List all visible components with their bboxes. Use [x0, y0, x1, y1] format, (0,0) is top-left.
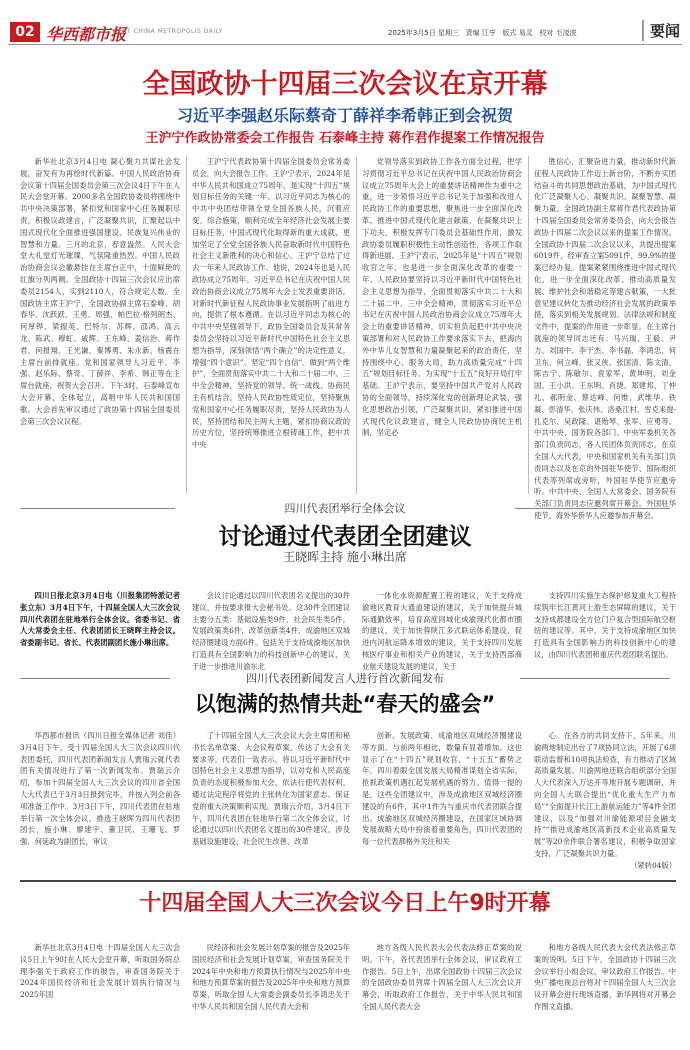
- story3-column-1: [20, 730, 180, 872]
- story2-column-1: [20, 590, 180, 662]
- story3-kicker: 四川代表团新闻发言人进行首次新闻发布: [246, 672, 444, 685]
- story2-text-4: 支持四川实施生态保护修复重大工程持续筑牢长江黄河上游生态屏障的建议，关于支持成都建设全方位门户复合型国际航空枢纽的建议等。其中，关于支持成渝地区加快打造具有全国影响力的科技创新中心的建议，由四川代表团和重庆代表团联名提出。: [534, 591, 676, 659]
- story3-text-3: 创新、发展政策、成渝地区双城经济圈建设等方面。与前两年相比，数量有显著增加。这也显示了在“十四五”规划收官、“十五五”蓄势之年，四川着眼全国发展大局精准谋划全省实际，抢抓政策机遇扛起发展机遇的努力。值得一提的是，这些全团建议中，涉及成渝地区双城经济圈建设的有6件，其中1件为与重庆市代表团联合提出。成渝地区双城经济圈建设，在国家区域协调发展战略大局中扮演着重要角色，四川代表团的每一位代表都格外关注和关: [362, 731, 522, 847]
- story2-column-3: [362, 590, 522, 671]
- story3-column-3: [362, 730, 522, 872]
- story2-subhead: 王晓晖主持 施小琳出席: [283, 550, 407, 564]
- story2-text-1: 四川日报北京3月4日电（川报集团特派记者 张立东）3月4日下午，十四届全国人大三次会议四川代表团在驻地举行全体会议。省委书记、省人大常委会主任、代表团团长王晓晖主持会议。省委副书记、省长、代表团副团长施小琳出席。: [20, 591, 180, 648]
- paper-english-name: WEST CHINA METROPOLIS DAILY: [112, 28, 223, 35]
- story1-text-2: 王沪宁代表政协第十四届全国委员会常务委员会，向大会报告工作。王沪宁表示，2024年是中华人民共和国成立75周年，是实现“十四五”规划目标任务的关键一年。以习近平同志为核心的中共中央团结带领全党全国各族人民，沉着应变、综合施策，顺利完成全年经济社会发展主要目标任务，中国式现代化取得新的重大成就，更加坚定了全党全国各族人民奋取新时代中国特色社会主义新胜利的决心和信心。王沪宁总结了过去一年来人民政协工作。他说，2024年也是人民政协成立75周年。习近平总书记在庆祝中国人民政治协商会议成立75周年大会上发表重要讲话，对新时代新征程人民政协事业发展指明了前进方向，提供了根本遵循。在以习近平同志为核心的中共中央坚强领导下，政协全国委员会及其常务委员会坚持以习近平新时代中国特色社会主义思想为指导，深刻领悟“两个确立”的决定性意义，增强“四个意识”、坚定“四个自信”、做到“两个维护”，全面贯彻落实中共二十大和二十届二中、三中全会精神，坚持党的领导、统一战线、协商民主有机结合，坚持人民政协性质定位，坚持聚焦党和国家中心任务履职尽责，坚持人民政协为人民，坚持团结和民主两大主题，紧扣协商议政的历史方位，坚持统筹推进立根铸魂工作，把中共中央: [192, 157, 350, 450]
- story4-column-1: [20, 942, 180, 1038]
- story3-byline: （紧转04版）: [630, 861, 676, 870]
- story3-text-2: 了十四届全国人大三次会议大会主席团和秘书长名单草案、大会议程草案，传达了大会有关要求等。代表们一致表示，将以习近平新时代中国特色社会主义思想为指导，以对党和人民高度负责的态度积极参加大会，依法行使代表权利，通过法定程序将党的主张转化为国家意志、保证党的重大决策顺利实现。贾瑞云介绍，3月4日下午，四川代表团在驻地举行第二次全体会议，讨论通过以四川代表团名义提出的30件建议，涉及基础设施建设、社会民生改善、改革: [192, 731, 350, 847]
- story2-text-2: 会议讨论通过以四川代表团名义提出的30件建议，并按要求报大会秘书处。这30件全团建议主要分五类：基础设施类9件，社会民生类5件，发展政策类6件，改革创新类4件，成渝地区双城经济圈建设方面6件。包括关于支持成渝地区加快打造具有全国影响力的科技创新中心的建议，关于进一步推进川渝东北: [192, 591, 350, 671]
- story4-text-3: 地方各级人民代表大会代表法修正草案的说明。下午，各代表团举行全体会议，审议政府工作报告。5日上午，出席全国政协十四届三次会议的全国政协委员列席十四届全国人大三次会议开幕会，听取政府工作报告、关于中华人民共和国全国人民代表大会: [362, 943, 522, 1011]
- story1-text-1: 新华社北京3月4日电 凝心聚力共谋社会发展，奋发有为再绘时代新篇。中国人民政治协商会议第十四届全国委员会第三次会议4日下午在人民大会堂开幕。2000多名全国政协委员将围绕中共中央决策部署，紧扣党和国家中心任务履职尽责，积极议政建言，广泛凝聚共识，汇聚起以中国式现代化全面推进强国建设、民族复兴伟业的智慧和力量。三月的北京，春意盎然。人民大会堂大礼堂灯光璀璨，气氛隆重热烈。中国人民政治协商会议会徽悬挂在主席台正中，十面鲜艳的红旗分列两侧。全国政协十四届三次会议应出席委员2154人，实到2110人，符合规定人数。全国政协主席王沪宁，全国政协副主席石泰峰、胡春华、沈跃跃、王勇、周强、帕巴拉·格列朗杰、何厚铧、梁振英、巴特尔、苏辉、邵鸿、高云龙、陈武、穆虹、咸辉、王东峰、姜信治、蒋作君、何报翔、王光谦、秦博勇、朱永新、杨震在主席台前排就座。党和国家领导人习近平、李强、赵乐际、蔡奇、丁薛祥、李希、韩正等在主席台就座，祝贺大会召开。下午3时，石泰峰宣布大会开幕，全体起立，高唱中华人民共和国国歌。大会首先审议通过了政协第十四届全国委员会第三次会议议程。: [20, 157, 180, 426]
- masthead: [8, 18, 682, 45]
- story4-column-3: [362, 942, 522, 1038]
- story3-text-4: 心。在各方的共同支持下，5年来，川渝两地制定出台了7项协同立法，开展了6项联动监督和10项执法检查，有力推动了区域高质量发展。川渝两地还联合组织部分全国人大代表深入万达开等地开展专题调研，并向全国人大联合提出“优化重大生产力布局”“全面提升长江上游航运能力”等4件全团建议，以及“加强对川渝能源项目金融支持”“推进成渝地区高新技术企业高质量发展”等20余件联合署名建议，积极争取国家支持，广泛凝聚共识力量。: [534, 731, 676, 858]
- story3-column-4: [534, 730, 676, 860]
- story2-kicker: 四川代表团举行全体会议: [284, 502, 406, 515]
- story4-text-2: 民经济和社会发展计划草案的报告及2025年国民经济和社会发展计划草案，审查国务院关于2024年中央和地方预算执行情况与2025年中央和地方预算草案的报告及2025年中央和地方预算草案，听取全国人大常委会副委员长李鸿忠关于中华人民共和国全国人民代表大会和: [192, 943, 350, 1011]
- story2-column-2: [192, 590, 350, 671]
- story3-continuation-note: [620, 860, 676, 872]
- column-divider: [356, 156, 357, 494]
- story1-column-3: [362, 156, 522, 494]
- story2-column-4: [534, 590, 676, 662]
- story1-subhead2: 王沪宁作政协常委会工作报告 石泰峰主持 蒋作君作提案工作情况报告: [145, 131, 545, 146]
- column-divider: [186, 156, 187, 494]
- section-label: 要闻: [642, 20, 680, 41]
- story4-text-1: 新华社北京3月4日电 十四届全国人大三次会议5日上午9时在人民大会堂开幕，听取国务院总理李强关于政府工作的报告，审查国务院关于2024年国民经济和社会发展计划执行情况与2025年国: [20, 943, 180, 1000]
- page-number: 02: [10, 22, 40, 42]
- story2-text-3: 一体化水资源配置工程的建议，关于支持成渝地区教育大通道建设的建议，关于加快提升城际通勤效率，培育高度同城化成渝现代化都市圈的建议，关于加快蓉陕江多式联运体系建设、促进内河航运降本增效的建议，关于支持四川发展核医疗事业和相关产业的建议，关于支持西部商业航天建设发展的建议，关于: [362, 591, 522, 671]
- story4-column-2: [192, 942, 350, 1038]
- story3-column-2: [192, 730, 350, 872]
- story1-headline: 全国政协十四届三次会议在京开幕: [142, 69, 548, 100]
- story1-subhead1: 习近平李强赵乐际蔡奇丁薛祥李希韩正到会祝贺: [176, 106, 513, 125]
- story4-text-4: 和地方各级人民代表大会代表法修正草案的说明。5日下午，全国政协十四届三次会议举行小组会议，审议政府工作报告。中央广播电视总台将对十四届全国人大三次会议开幕会进行现场直播，新华网将对开幕会作图文直播。: [534, 943, 676, 1011]
- story1-text-4: 胜信心，汇聚奋进力量，推动新时代新征程人民政协工作迈上新台阶，不断夯实团结奋斗的共同思想政治基础，为中国式现代化广泛凝聚人心、凝聚共识、凝聚智慧、凝聚力量。全国政协副主席蒋作君代表政协第十四届全国委员会常务委员会，向大会报告政协十四届二次会议以来的提案工作情况。全国政协十四届二次会议以来，共提出提案6019件，经审查立案5091件，99.9%的提案已经办复。提案紧紧围绕推进中国式现代化，进一步全面深化改革、推动高质量发展、维护社会和谐稳定等建言献策，一大批意见建议转化为推动经济社会发展的政策举措，落实到相关发展规划、法律法规和制度文件中，提案的作用进一步彰显。在主席台就座的领导同志还有：马兴瑞、王毅、尹力、刘国中、李干杰、李书磊、李鸿忠、何卫东、何立峰、张又侠、张国清、陈文清、陈吉宁、陈敏尔、袁家军、黄坤明、刘金国、王小洪、王东明、肖捷、郑建邦、丁仲礼、郝明金、蔡达峰、何维、武维华、铁凝、彭清华、张庆伟、洛桑江村、雪克来提·扎克尔、吴政隆、谌贻琴、张军、应勇等。中共中央、国务院各部门、中央军委机关各部门负责同志，各人民团体负责同志，在京全国人大代表，中央和国家机关有关部门负责同志以及在京的外国驻华使节、国际组织代表等列席或旁听，外国驻华使节应邀旁听。中共中央、全国人大常委会、国务院有关部门负责同志应邀列席开幕会。外国驻华使节、海外华侨华人应邀参加开幕会。: [534, 157, 676, 520]
- story1-column-2: [192, 156, 350, 494]
- dateline: 2025年3月5日 星期三 责编 江亨 版式 易灵 校对 毛凌波: [388, 29, 577, 37]
- story4-column-4: [534, 942, 676, 1038]
- story3-headline: 以饱满的热情共赴“春天的盛会”: [194, 692, 496, 716]
- story2-headline: 讨论通过代表团全团建议: [218, 524, 472, 550]
- story1-text-3: 党领导落实到政协工作各方面全过程，把学习贯彻习近平总书记在庆祝中国人民政治协商会议成立75周年大会上的重要讲话精神作为重中之重，进一步领悟习近平总书记关于加强和改进人民政协工作的重要思想，聚焦进一步全面深化改革、推进中国式现代化建言献策，在凝聚共识上下功夫，积极发挥专门委员会基础性作用，激发政协委员履职积极性主动性创造性，各项工作取得新进展。王沪宁表示，2025年是“十四五”规划收官之年，也是进一步全面深化改革的重要一年。人民政协要坚持以习近平新时代中国特色社会主义思想为指导，全面贯彻落实中共二十大和二十届二中、三中全会精神，贯彻落实习近平总书记在庆祝中国人民政治协商会议成立75周年大会上的重要讲话精神，切实担负起把中共中央决策部署和对人民政协工作要求落实下去、把海内外中华儿女智慧和力量凝聚起来的政治责任，坚持围绕中心、服务大局，助力高质量完成“十四五”规划目标任务、为实现“十五五”良好开局打牢基础。王沪宁表示，要坚持中国共产党对人民政协的全面领导，持续深化党的创新理论武装，强化思想政治引领，广泛凝聚共识，紧扣推进中国式现代化议政建言，健全人民政协协商民主机制，坚定必: [362, 157, 522, 438]
- story3-text-1: 华西都市报讯（四川日报全媒体记者 刘佳）3月4日下午，受十四届全国人大三次会议四川代表团委托，四川代表团新闻发言人贾瑞云就代表团有关情况进行了第一次新闻发布。贾瑞云介绍，参加十四届全国人大三次会议的四川省全国人大代表已于3月3日报到完毕，并按入列会前各项准备工作中。3月3日下午，四川代表团在驻地举行第一次全体会议，推选王晓晖为四川代表团团长，施小琳、廖建宇、董卫民、王珊飞、罗强、何延政为副团长，审议: [20, 731, 180, 847]
- section-divider: [20, 880, 676, 882]
- story1-column-1: [20, 156, 180, 494]
- column-divider: [528, 156, 529, 494]
- story4-headline: 十四届全国人大三次会议今日上午9时开幕: [139, 891, 551, 916]
- story1-column-4: [534, 156, 676, 520]
- paper-name: 华西都市报: [46, 25, 127, 44]
